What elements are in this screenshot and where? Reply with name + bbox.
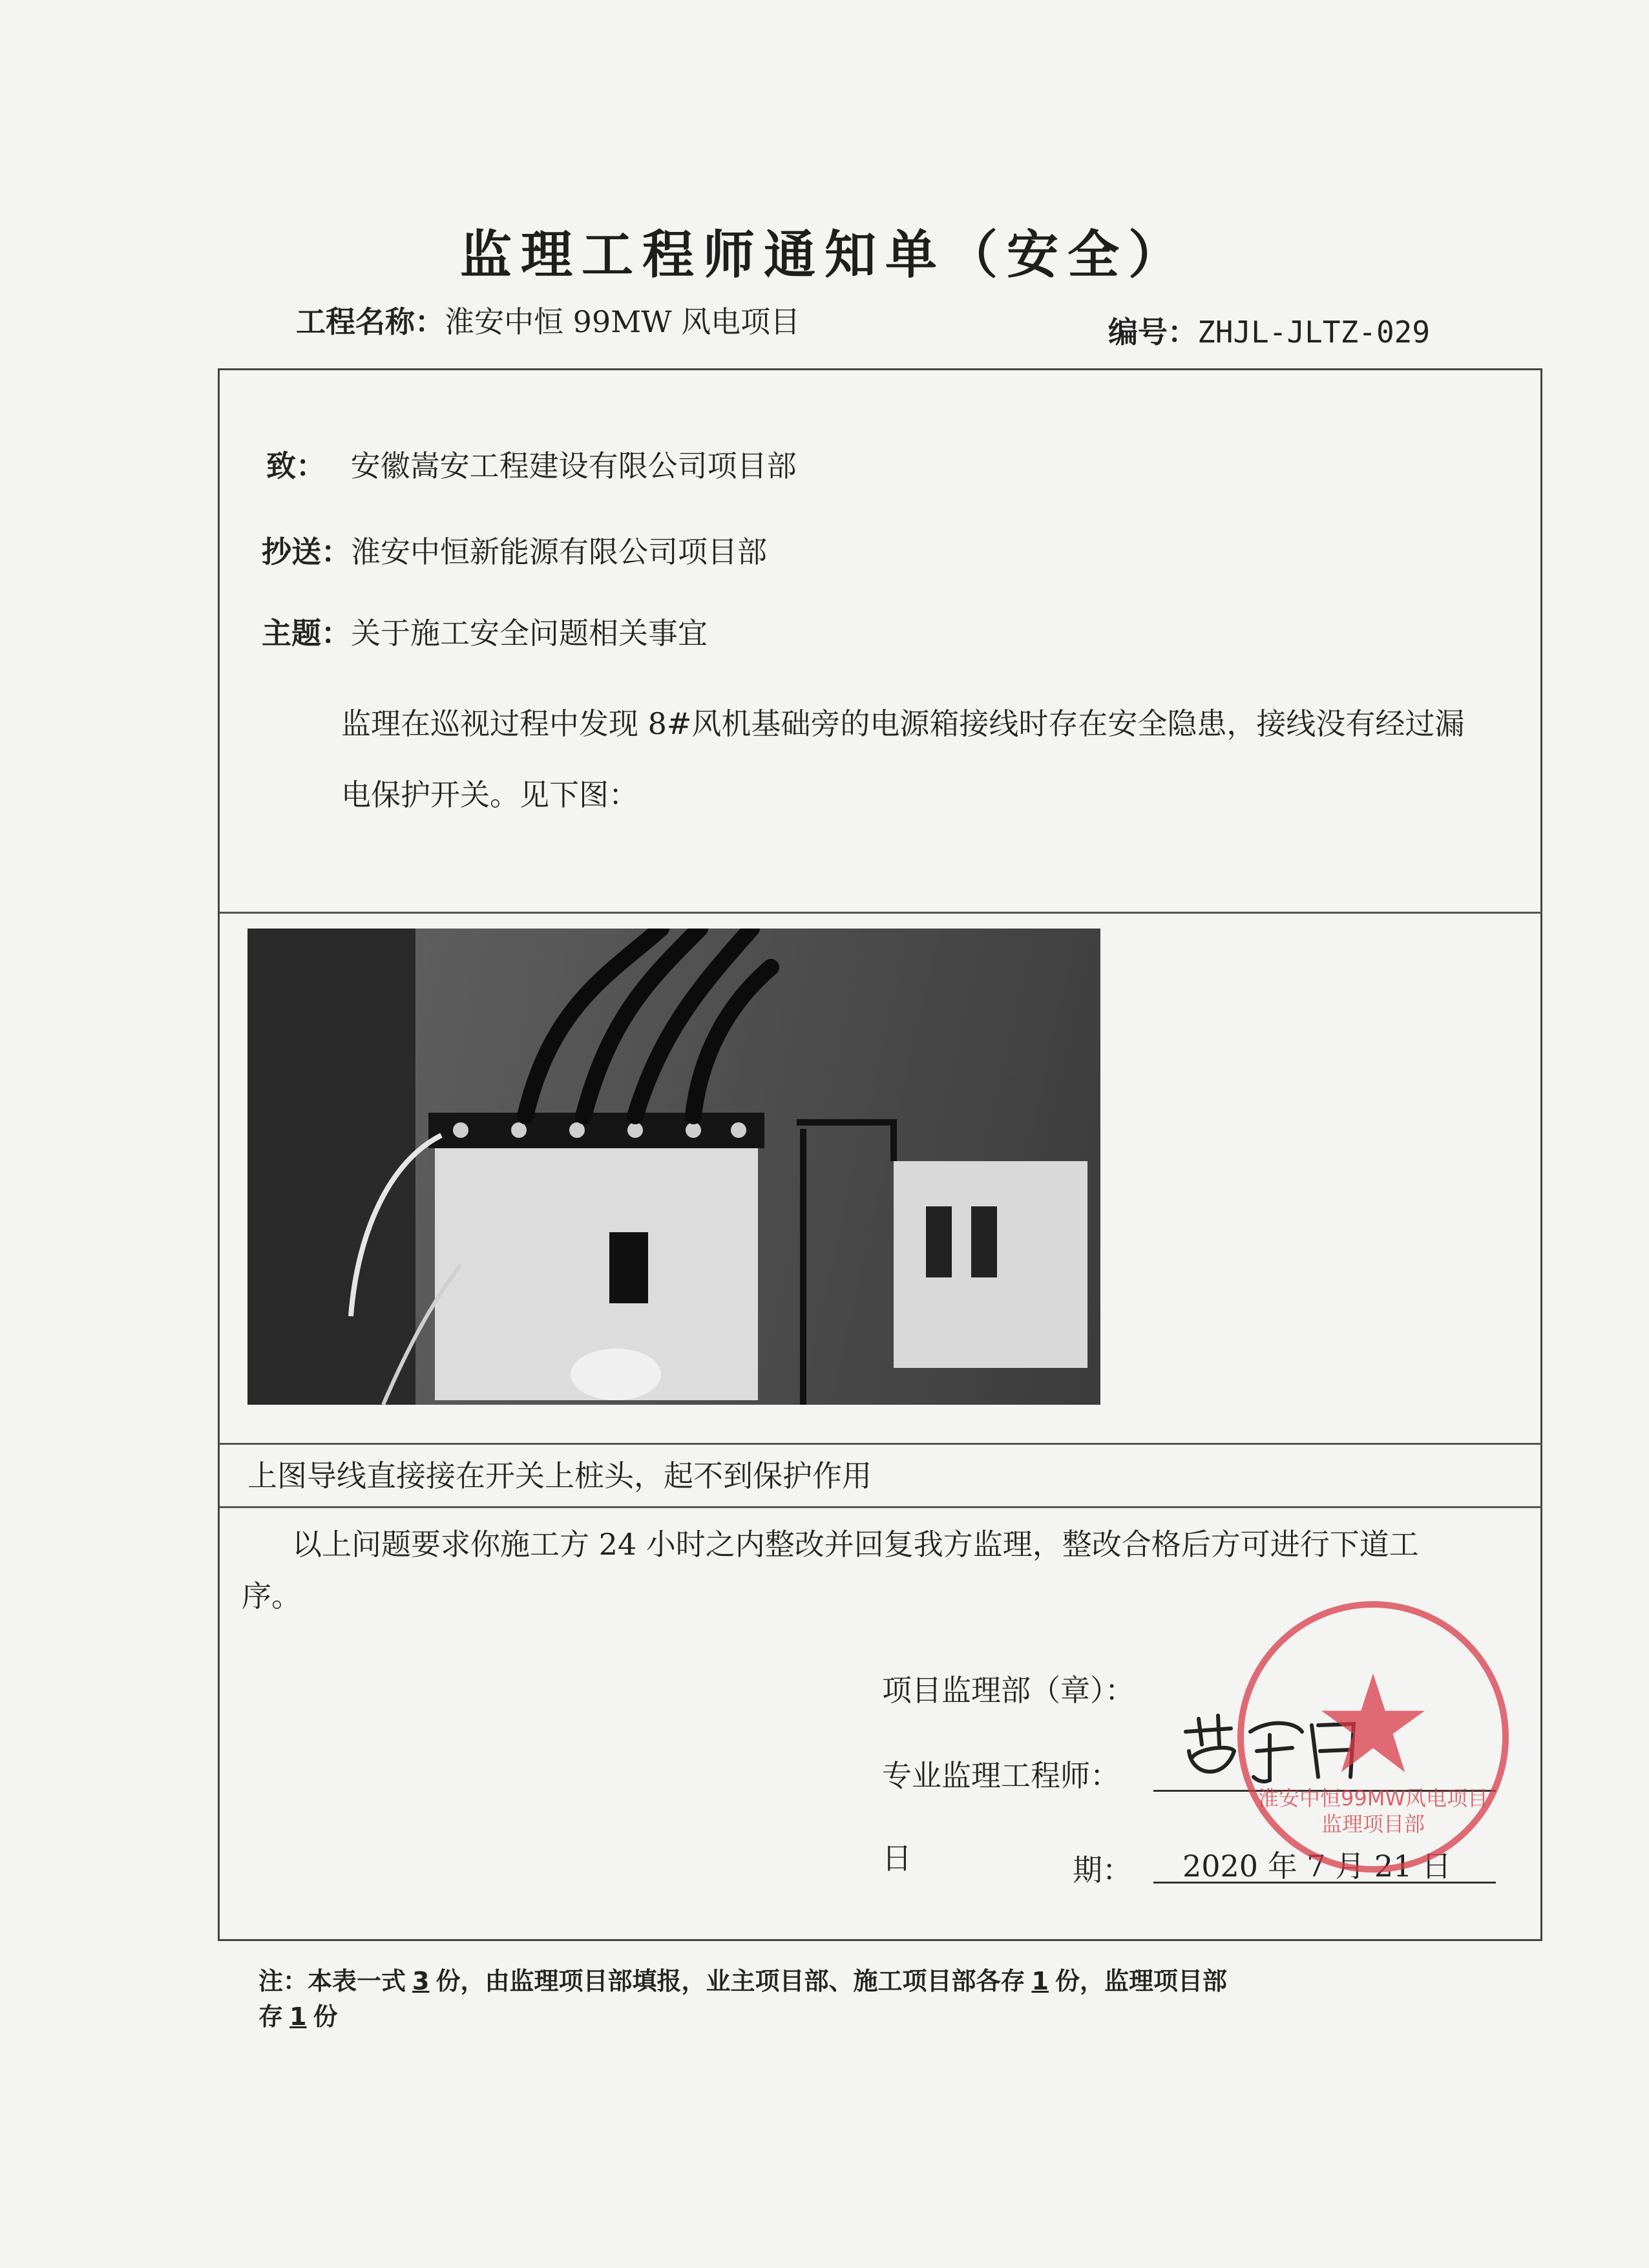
footnote-mid-1: 份，由监理项目部填报，业主项目部、施工项目部各存: [436, 1967, 1025, 1995]
project-name-label: 工程名称：: [296, 304, 445, 339]
project-name: [296, 299, 800, 341]
date-label-2: 期：: [1073, 1853, 1132, 1887]
footnote-line-2: [258, 1997, 337, 2032]
to-label: 致：: [266, 448, 326, 483]
date-value: 2020 年 7 月 21 日: [1182, 1849, 1451, 1884]
subject-label: 主题：: [262, 616, 351, 651]
requirement-line-1: 以上问题要求你施工方 24 小时之内整改并回复我方监理，整改合格后方可进行下道工: [292, 1527, 1419, 1562]
cc-label: 抄送：: [262, 534, 351, 569]
footnote-keep: 1: [289, 2002, 307, 2031]
footnote-prefix: 注：本表一式: [258, 1967, 406, 1995]
seal-star-icon: [1318, 1669, 1428, 1779]
photo-caption: 上图导线直接接在开关上桩头，起不到保护作用: [247, 1458, 872, 1493]
footnote-copies: 3: [412, 1967, 430, 1995]
cc-row: [262, 529, 767, 571]
footnote-mid-2: 份，监理项目部: [1055, 1967, 1227, 1995]
document-number-label: 编号：: [1108, 315, 1197, 350]
footnote-each: 1: [1031, 1967, 1049, 1995]
seal-text-1: 淮安中恒99MW风电项目: [1258, 1786, 1488, 1811]
document-number-value: ZHJL-JLTZ-029: [1197, 315, 1431, 350]
seal-text-2: 监理项目部: [1321, 1812, 1425, 1836]
electrical-box-photo-illustration: [247, 929, 1100, 1405]
date-line: [1153, 1882, 1496, 1884]
document-title: 监理工程师通知单（安全）: [460, 225, 1189, 285]
footnote-suffix: 份: [313, 2002, 338, 2031]
document-number: [1108, 309, 1430, 352]
to-value: 安徽嵩安工程建设有限公司项目部: [350, 448, 797, 483]
electrical-box-photo: [247, 929, 1100, 1405]
divider-photo-top: [220, 912, 1542, 914]
to-row: [266, 443, 797, 485]
requirement-line-2: 序。: [242, 1579, 301, 1613]
subject-row: [262, 610, 708, 653]
footnote-line-1: [258, 1961, 1227, 1997]
engineer-label: 专业监理工程师：: [882, 1758, 1120, 1793]
cc-value: 淮安中恒新能源有限公司项目部: [351, 534, 767, 569]
divider-caption-top: [220, 1443, 1542, 1445]
divider-caption-bottom: [220, 1506, 1542, 1508]
subject-value: 关于施工安全问题相关事宜: [351, 616, 708, 651]
body-line-2: 电保护开关。见下图：: [341, 777, 638, 812]
body-line-1: 监理在巡视过程中发现 8#风机基础旁的电源箱接线时存在安全隐患，接线没有经过漏: [341, 706, 1465, 741]
dept-label: 项目监理部（章）：: [882, 1673, 1135, 1708]
footnote-line2-prefix: 存: [258, 2002, 284, 2031]
date-label-1: 日: [882, 1841, 912, 1876]
project-name-value: 淮安中恒 99MW 风电项目: [445, 304, 801, 339]
company-seal: [1237, 1601, 1509, 1873]
